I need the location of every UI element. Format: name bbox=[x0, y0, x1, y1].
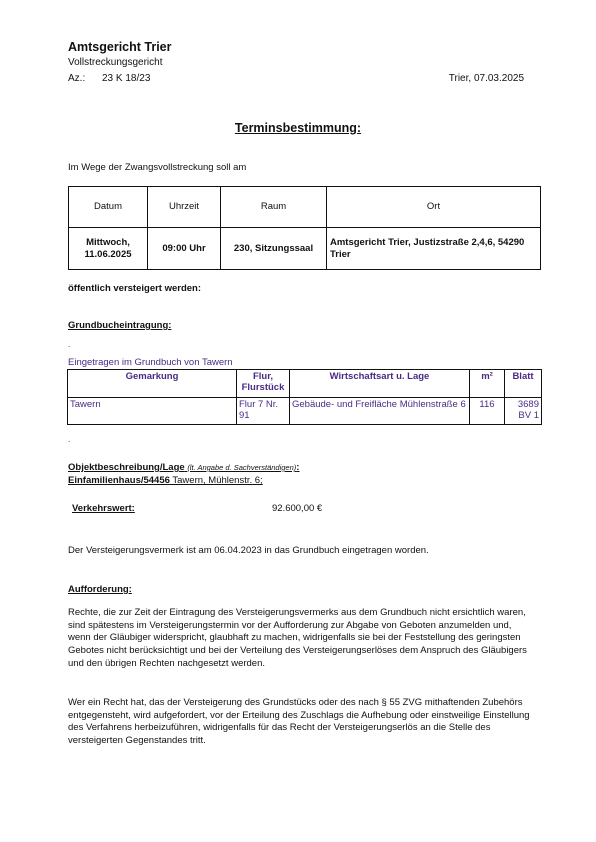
place-date: Trier, 07.03.2025 bbox=[448, 73, 524, 84]
objekt-dot: . bbox=[68, 435, 71, 444]
court-department: Vollstreckungsgericht bbox=[68, 57, 163, 68]
header-time: Uhrzeit bbox=[148, 187, 221, 228]
objekt-description bbox=[68, 475, 263, 487]
appointment-header-row bbox=[69, 187, 541, 228]
gb-header-gemarkung: Gemarkung bbox=[68, 370, 237, 398]
grundbuch-heading: Grundbucheintragung: bbox=[68, 320, 172, 331]
objekt-heading-colon: : bbox=[296, 462, 300, 473]
appointment-weekday: Mittwoch, bbox=[86, 236, 130, 248]
appointment-date-value: 11.06.2025 bbox=[84, 248, 132, 260]
gb-gemarkung: Tawern bbox=[68, 398, 237, 425]
auction-statement: öffentlich versteigert werden: bbox=[68, 283, 202, 294]
header-date: Datum bbox=[69, 187, 148, 228]
objekt-heading bbox=[68, 462, 299, 474]
appointment-table bbox=[68, 186, 541, 270]
objekt-heading-note: (lt. Angabe d. Sachverständigen) bbox=[187, 463, 297, 472]
intro-text: Im Wege der Zwangsvollstreckung soll am bbox=[68, 162, 247, 173]
grundbuch-row bbox=[68, 398, 542, 425]
gb-header-flur: Flur, Flurstück bbox=[237, 370, 290, 398]
verkehrswert-value: 92.600,00 € bbox=[272, 503, 323, 514]
appointment-date bbox=[69, 228, 148, 270]
vermerk-text: Der Versteigerungsvermerk ist am 06.04.2023 in das Grundbuch eingetragen worden. bbox=[68, 545, 429, 556]
appointment-row bbox=[69, 228, 541, 270]
gb-flur: Flur 7 Nr. 91 bbox=[237, 398, 290, 425]
appointment-location: Amtsgericht Trier, Justizstraße 2,4,6, 54290 Trier bbox=[327, 228, 541, 270]
appointment-time: 09:00 Uhr bbox=[148, 228, 221, 270]
grundbuch-header-row bbox=[68, 370, 542, 398]
objekt-type: Einfamilienhaus/54456 bbox=[68, 475, 170, 486]
gb-header-wirtschaftsart: Wirtschaftsart u. Lage bbox=[290, 370, 470, 398]
aufforderung-paragraph-2: Wer ein Recht hat, das der Versteigerung des Grundstücks oder des nach § 55 ZVG mithaftenden Zubehörs entgegensteht, wird aufgefordert, vor der Erteilung des Zuschlags die Aufhebung oder einstweilige Einstellung des Verfahrens herbeizuführen, widrigenfalls für das Recht der Versteigerungserlös an die Stelle des versteigerten Gegenstandes tritt. bbox=[68, 697, 530, 746]
objekt-heading-text: Objektbeschreibung/Lage bbox=[68, 462, 185, 473]
gb-header-blatt: Blatt bbox=[505, 370, 542, 398]
verkehrswert-label: Verkehrswert: bbox=[72, 503, 135, 514]
objekt-address: Tawern, Mühlenstr. 6; bbox=[169, 475, 263, 486]
court-name: Amtsgericht Trier bbox=[68, 40, 172, 54]
aufforderung-heading: Aufforderung: bbox=[68, 584, 132, 595]
header-room: Raum bbox=[221, 187, 327, 228]
grundbuch-dot: . bbox=[68, 340, 71, 349]
grundbuch-table bbox=[67, 369, 542, 425]
gb-wirtschaftsart: Gebäude- und Freifläche Mühlenstraße 6 bbox=[290, 398, 470, 425]
document-title: Terminsbestimmung: bbox=[234, 121, 362, 135]
grundbuch-caption: Eingetragen im Grundbuch von Tawern bbox=[68, 357, 233, 368]
aufforderung-paragraph-1: Rechte, die zur Zeit der Eintragung des Versteigerungsvermerks aus dem Grundbuch nicht ersichtlich waren, sind spätestens im Versteigerungstermin vor der Aufforderung zur Abgabe von Geboten anzumelden und, wenn der Gläubiger widerspricht, glaubhaft zu machen, widrigenfalls sie bei der Feststellung des geringsten Gebotes nicht berücksichtigt und bei der Verteilung des Versteigerungserlöses dem Anspruch des Gläubigers und den übrigen Rechten nachgesetzt werden. bbox=[68, 607, 527, 669]
appointment-room: 230, Sitzungssaal bbox=[221, 228, 327, 270]
case-number: 23 K 18/23 bbox=[102, 73, 151, 84]
gb-header-qm: m² bbox=[470, 370, 505, 398]
gb-blatt: 3689 BV 1 bbox=[505, 398, 542, 425]
header-location: Ort bbox=[327, 187, 541, 228]
gb-qm: 116 bbox=[470, 398, 505, 425]
case-label: Az.: bbox=[68, 73, 86, 84]
